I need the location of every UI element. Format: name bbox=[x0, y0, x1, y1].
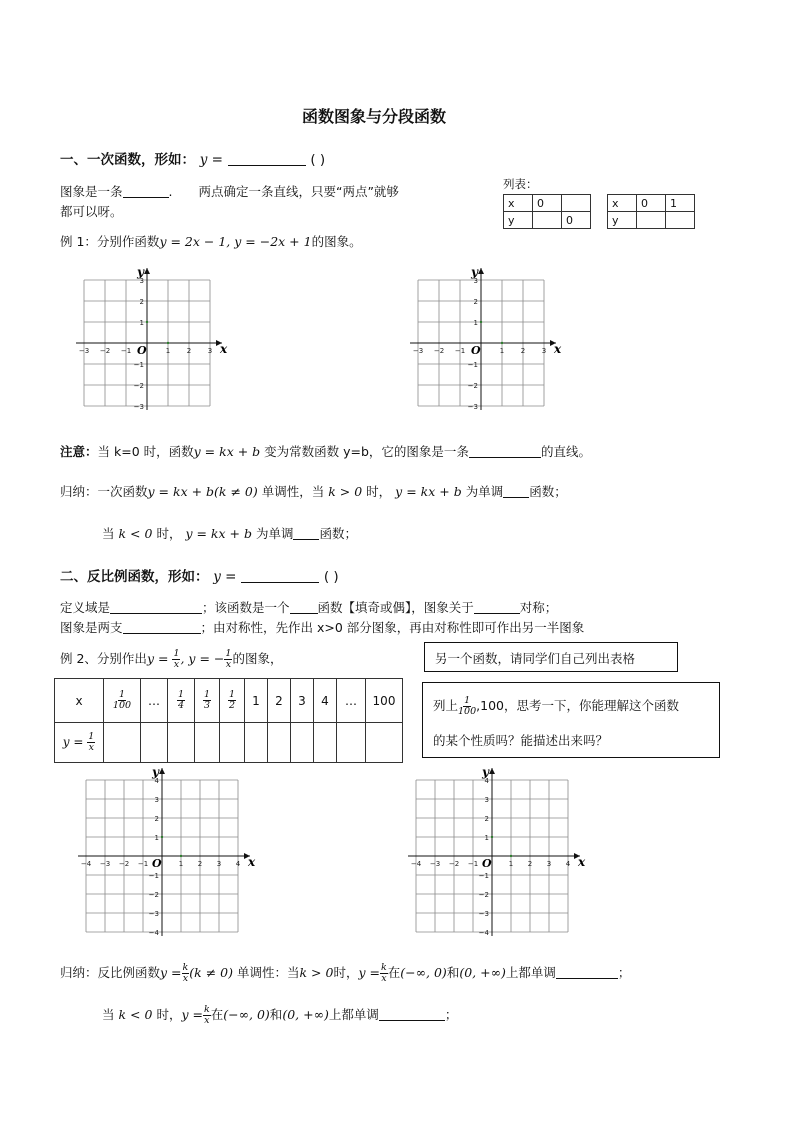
y-tick-label: −2 bbox=[148, 891, 159, 899]
hint-frac: $\frac{1}{100}$ bbox=[458, 695, 477, 717]
x-tick-label: −2 bbox=[448, 860, 460, 868]
section1-line1-blank[interactable] bbox=[123, 183, 169, 198]
origin-label: O bbox=[482, 857, 492, 870]
y-tick-label: −3 bbox=[133, 403, 144, 411]
x-axis-label: x bbox=[554, 342, 562, 356]
value-table-2-row bbox=[608, 195, 695, 212]
value-table-1-row bbox=[504, 195, 591, 212]
x-tick-label: 1 bbox=[499, 347, 505, 355]
y-tick-label: 1 bbox=[154, 834, 159, 842]
y-axis-label: y bbox=[152, 765, 159, 779]
table-cell: … bbox=[337, 679, 366, 723]
y-tick-label: −4 bbox=[478, 929, 489, 937]
table-cell[interactable] bbox=[366, 723, 403, 763]
example1-prefix: 例 1：分别作函数 bbox=[60, 234, 160, 249]
y-axis-arrow bbox=[144, 268, 150, 274]
table-cell: x bbox=[55, 679, 104, 723]
value-table-1-row bbox=[504, 212, 591, 229]
summary1-cond: k > 0 bbox=[328, 484, 363, 499]
unit-point-y bbox=[146, 321, 148, 323]
example2-mid: , y = − bbox=[180, 651, 225, 666]
y-tick-label: 3 bbox=[484, 796, 489, 804]
unit-point-x bbox=[167, 342, 169, 344]
section2-line2 bbox=[60, 618, 584, 636]
frac-num: 1 bbox=[173, 648, 180, 660]
y-tick-label: −3 bbox=[478, 910, 489, 918]
y-tick-label: −4 bbox=[148, 929, 159, 937]
note-eq: y = kx + b bbox=[193, 444, 261, 459]
coordinate-grid-1[interactable] bbox=[60, 265, 228, 424]
table-cell: … bbox=[141, 679, 168, 723]
hint-box-2-b: ,100，思考一下，你能理解这个函数 bbox=[476, 698, 679, 713]
reciprocal-table bbox=[54, 678, 403, 763]
x-tick-label: −3 bbox=[99, 860, 111, 868]
section1-heading-paren: ( ) bbox=[310, 152, 326, 168]
y-axis-label: y bbox=[137, 265, 144, 279]
y-tick-label: 1 bbox=[473, 319, 478, 327]
summary2-int1: (−∞, 0) bbox=[400, 965, 447, 980]
table-cell[interactable] bbox=[245, 723, 268, 763]
x-tick-label: 4 bbox=[565, 860, 571, 868]
x-tick-label: −2 bbox=[118, 860, 130, 868]
table-cell: 4 bbox=[314, 679, 337, 723]
summary2-2int2: (0, +∞) bbox=[282, 1007, 329, 1022]
summary2-c: 时， bbox=[333, 965, 359, 980]
note-line bbox=[60, 442, 591, 460]
summary2-d: 在 bbox=[387, 965, 401, 980]
summary1-a: 归纳：一次函数 bbox=[60, 484, 148, 499]
x-tick-label: 2 bbox=[197, 860, 203, 868]
table-cell[interactable]: 0 bbox=[637, 195, 666, 212]
hint-box-2 bbox=[422, 682, 720, 758]
parity-blank[interactable] bbox=[290, 599, 318, 614]
table-cell: y bbox=[504, 212, 533, 229]
note-b: 变为常数函数 y=b，它的图象是一条 bbox=[264, 444, 469, 459]
y-tick-label: −1 bbox=[467, 361, 478, 369]
y-axis-label: y bbox=[471, 265, 478, 279]
section2-heading-eq: y = bbox=[213, 569, 237, 585]
summary2-2c: 在 bbox=[210, 1007, 224, 1022]
unit-point-x bbox=[510, 855, 512, 857]
x-tick-label: 2 bbox=[527, 860, 533, 868]
summary1-2blank[interactable] bbox=[293, 525, 319, 540]
y-axis-label: y bbox=[482, 765, 489, 779]
summary2-frac2: $\frac{k}{x}$ bbox=[380, 962, 387, 984]
x-tick-label: 3 bbox=[541, 347, 547, 355]
value-table-2 bbox=[607, 194, 695, 229]
section2-heading-blank[interactable] bbox=[241, 568, 319, 583]
summary1-eq2: y = kx + b bbox=[395, 484, 462, 499]
x-tick-label: −3 bbox=[429, 860, 441, 868]
section2-line1 bbox=[60, 598, 557, 616]
example2-suffix: 的图象， bbox=[232, 651, 283, 666]
summary2-end: ； bbox=[617, 965, 631, 980]
summary2-2end: ； bbox=[444, 1007, 458, 1022]
x-tick-label: −1 bbox=[467, 860, 479, 868]
example1-suffix: 的图象。 bbox=[311, 234, 362, 249]
table-cell[interactable] bbox=[291, 723, 314, 763]
unit-point-y bbox=[491, 836, 493, 838]
branch-blank[interactable] bbox=[123, 619, 201, 634]
table-cell[interactable] bbox=[533, 212, 562, 229]
table-cell[interactable] bbox=[220, 723, 245, 763]
unit-point-x bbox=[501, 342, 503, 344]
section1-line1 bbox=[60, 182, 399, 200]
summary2-2frac: $\frac{k}{x}$ bbox=[203, 1004, 210, 1026]
x-tick-label: −4 bbox=[80, 860, 92, 868]
example2 bbox=[60, 645, 282, 673]
y-tick-label: 2 bbox=[139, 298, 144, 306]
summary1-eq: y = kx + b(k ≠ 0) bbox=[147, 484, 258, 499]
table-cell: $\frac{1}{3}$ bbox=[195, 679, 220, 723]
summary1-2c: 为单调 bbox=[255, 526, 294, 541]
example2-prefix: 例 2、分别作出 bbox=[60, 651, 147, 666]
summary2-2b: 时， bbox=[156, 1007, 182, 1022]
summary2-blank[interactable] bbox=[556, 964, 618, 979]
table-cell: 1 bbox=[245, 679, 268, 723]
section2-line2-b: ；由对称性，先作出 x>0 部分图象，再由对称性即可作出另一半图象 bbox=[200, 620, 585, 635]
x-tick-label: 1 bbox=[508, 860, 514, 868]
example2-y: y = bbox=[146, 651, 169, 666]
unit-point-y bbox=[480, 321, 482, 323]
x-tick-label: −2 bbox=[433, 347, 445, 355]
table-cell[interactable]: 1 bbox=[666, 195, 695, 212]
x-tick-label: −1 bbox=[454, 347, 466, 355]
note-a: 当 k=0 时，函数 bbox=[97, 444, 194, 459]
x-tick-label: 3 bbox=[216, 860, 222, 868]
summary2-y: y = bbox=[160, 965, 182, 980]
summary1-line2 bbox=[102, 524, 357, 542]
summary1-2d: 函数； bbox=[319, 526, 357, 541]
summary1-2cond: k < 0 bbox=[118, 526, 153, 541]
section2-line2-a: 图象是两支 bbox=[60, 620, 123, 635]
table-cell[interactable] bbox=[195, 723, 220, 763]
x-tick-label: 3 bbox=[207, 347, 213, 355]
y-tick-label: −1 bbox=[133, 361, 144, 369]
y-tick-label: 2 bbox=[154, 815, 159, 823]
frac-num: 1 bbox=[225, 648, 232, 660]
section1-heading-eq: y = bbox=[199, 152, 223, 168]
y-axis-arrow bbox=[159, 768, 165, 774]
coordinate-grid-2[interactable] bbox=[394, 265, 562, 424]
summary2-2y: y = bbox=[181, 1007, 203, 1022]
hint-box-2-line1 bbox=[433, 693, 679, 719]
section1-line2: 都可以呀。 bbox=[60, 204, 123, 219]
summary2-b: 单调性：当 bbox=[236, 965, 300, 980]
y-tick-label: −1 bbox=[478, 872, 489, 880]
table-label: 列表： bbox=[503, 177, 538, 191]
table-cell: $\frac{1}{2}$ bbox=[220, 679, 245, 723]
summary1-d: 为单调 bbox=[465, 484, 504, 499]
summary2-line1 bbox=[60, 958, 630, 988]
table-cell[interactable] bbox=[141, 723, 168, 763]
x-tick-label: −3 bbox=[412, 347, 424, 355]
x-tick-label: 1 bbox=[178, 860, 184, 868]
summary1-2eq: y = kx + b bbox=[185, 526, 252, 541]
summary1-c: 时， bbox=[366, 484, 392, 499]
x-axis-label: x bbox=[578, 855, 586, 869]
reciprocal-table-row-y bbox=[55, 723, 403, 763]
summary2-y2: y = bbox=[358, 965, 380, 980]
y-tick-label: −2 bbox=[133, 382, 144, 390]
section2-line1-c: 函数【填奇或偶】，图象关于 bbox=[317, 600, 474, 615]
x-tick-label: −1 bbox=[120, 347, 132, 355]
section1-line1-a: 图象是一条 bbox=[60, 184, 123, 199]
table-cell[interactable]: 0 bbox=[533, 195, 562, 212]
origin-label: O bbox=[471, 344, 481, 357]
summary1-2b: 时， bbox=[156, 526, 182, 541]
table-cell: x bbox=[504, 195, 533, 212]
note-c: 的直线。 bbox=[540, 444, 591, 459]
summary2-a: 归纳：反比例函数 bbox=[60, 965, 161, 980]
reciprocal-table-row-x bbox=[55, 679, 403, 723]
section2-heading-text: 二、反比例函数，形如： bbox=[60, 569, 209, 585]
table-cell: 2 bbox=[268, 679, 291, 723]
y-tick-label: −3 bbox=[148, 910, 159, 918]
summary1-2a: 当 bbox=[102, 526, 115, 541]
section2-line1-a: 定义域是 bbox=[60, 600, 111, 615]
x-tick-label: −3 bbox=[78, 347, 90, 355]
table-cell[interactable] bbox=[268, 723, 291, 763]
y-axis-arrow bbox=[478, 268, 484, 274]
section1-heading bbox=[60, 148, 325, 168]
x-tick-label: 4 bbox=[235, 860, 241, 868]
y-tick-label: 1 bbox=[484, 834, 489, 842]
y-tick-label: −1 bbox=[148, 872, 159, 880]
summary2-2d: 上都单调 bbox=[328, 1007, 379, 1022]
summary2-2and: 和 bbox=[269, 1007, 283, 1022]
note-blank[interactable] bbox=[469, 443, 541, 458]
coordinate-grid-4[interactable] bbox=[392, 765, 586, 946]
y-tick-label: 1 bbox=[139, 319, 144, 327]
x-axis-label: x bbox=[220, 342, 228, 356]
unit-point-x bbox=[180, 855, 182, 857]
summary2-and: 和 bbox=[446, 965, 460, 980]
origin-label: O bbox=[152, 857, 162, 870]
table-cell[interactable] bbox=[637, 212, 666, 229]
summary2-cond: k > 0 bbox=[299, 965, 334, 980]
x-tick-label: 2 bbox=[186, 347, 192, 355]
summary1-e: 函数； bbox=[529, 484, 567, 499]
table-cell: y = $\frac{1}{x}$ bbox=[55, 723, 104, 763]
section2-heading bbox=[60, 565, 339, 585]
summary2-cond0: (k ≠ 0) bbox=[189, 965, 233, 980]
x-tick-label: 2 bbox=[520, 347, 526, 355]
table-cell: 100 bbox=[366, 679, 403, 723]
y-tick-label: 3 bbox=[154, 796, 159, 804]
summary2-2cond: k < 0 bbox=[118, 1007, 153, 1022]
table-cell[interactable] bbox=[666, 212, 695, 229]
summary2-2a: 当 bbox=[102, 1007, 115, 1022]
section1-heading-text: 一、一次函数，形如： bbox=[60, 152, 195, 168]
hint-box-2-a: 列上 bbox=[433, 698, 459, 713]
table-cell[interactable] bbox=[562, 195, 591, 212]
table-cell[interactable]: 0 bbox=[562, 212, 591, 229]
y-axis-arrow bbox=[489, 768, 495, 774]
section2-line1-d: 对称； bbox=[519, 600, 558, 615]
table-cell: 3 bbox=[291, 679, 314, 723]
page-title: 函数图象与分段函数 bbox=[302, 107, 447, 126]
hint-box-1 bbox=[424, 642, 678, 672]
x-tick-label: 3 bbox=[546, 860, 552, 868]
coordinate-grid-3[interactable] bbox=[62, 765, 256, 946]
y-tick-label: 4 bbox=[484, 777, 489, 785]
section1-line1-c: 两点确定一条直线，只要“两点”就够 bbox=[198, 184, 399, 199]
section2-heading-paren: ( ) bbox=[323, 569, 339, 585]
table-cell: y bbox=[608, 212, 637, 229]
example1 bbox=[60, 232, 362, 250]
x-axis-label: x bbox=[248, 855, 256, 869]
value-table-1 bbox=[503, 194, 591, 229]
summary1-blank[interactable] bbox=[503, 483, 529, 498]
table-cell[interactable] bbox=[104, 723, 141, 763]
frac-den: x bbox=[173, 659, 180, 670]
y-tick-label: 4 bbox=[154, 777, 159, 785]
summary2-e: 上都单调 bbox=[505, 965, 556, 980]
y-tick-label: −2 bbox=[467, 382, 478, 390]
x-tick-label: −2 bbox=[99, 347, 111, 355]
note-label: 注意： bbox=[60, 444, 98, 459]
example1-eq: y = 2x − 1, y = −2x + 1 bbox=[159, 234, 312, 249]
table-cell[interactable] bbox=[168, 723, 195, 763]
section1-line1-b: . bbox=[168, 184, 173, 199]
hint-box-1-text: 另一个函数，请同学们自己列出表格 bbox=[435, 651, 636, 666]
table-cell[interactable] bbox=[314, 723, 337, 763]
origin-label: O bbox=[137, 344, 147, 357]
y-tick-label: 3 bbox=[139, 277, 144, 285]
value-table-2-row bbox=[608, 212, 695, 229]
domain-blank[interactable] bbox=[110, 599, 202, 614]
y-tick-label: 2 bbox=[473, 298, 478, 306]
table-cell: $\frac{1}{4}$ bbox=[168, 679, 195, 723]
summary2-2blank[interactable] bbox=[379, 1006, 445, 1021]
x-tick-label: −1 bbox=[137, 860, 149, 868]
section2-line1-b: ；该函数是一个 bbox=[202, 600, 290, 615]
x-tick-label: 1 bbox=[165, 347, 171, 355]
frac-den: x bbox=[225, 659, 232, 670]
symmetry-blank[interactable] bbox=[474, 599, 520, 614]
summary2-frac: $\frac{k}{x}$ bbox=[182, 962, 189, 984]
y-tick-label: −2 bbox=[478, 891, 489, 899]
summary1-line1 bbox=[60, 482, 567, 500]
y-tick-label: −3 bbox=[467, 403, 478, 411]
x-tick-label: −4 bbox=[410, 860, 422, 868]
table-cell: x bbox=[608, 195, 637, 212]
section1-heading-blank[interactable] bbox=[228, 151, 306, 166]
hint-box-2-c: 的某个性质吗？能描述出来吗？ bbox=[433, 733, 609, 748]
summary1-b: 单调性，当 bbox=[261, 484, 325, 499]
table-cell[interactable] bbox=[337, 723, 366, 763]
table-cell: $\frac{1}{100}$ bbox=[104, 679, 141, 723]
unit-point-y bbox=[161, 836, 163, 838]
summary2-int2: (0, +∞) bbox=[459, 965, 506, 980]
summary2-line2 bbox=[102, 1000, 457, 1030]
y-tick-label: 3 bbox=[473, 277, 478, 285]
y-tick-label: 2 bbox=[484, 815, 489, 823]
summary2-2int1: (−∞, 0) bbox=[223, 1007, 270, 1022]
